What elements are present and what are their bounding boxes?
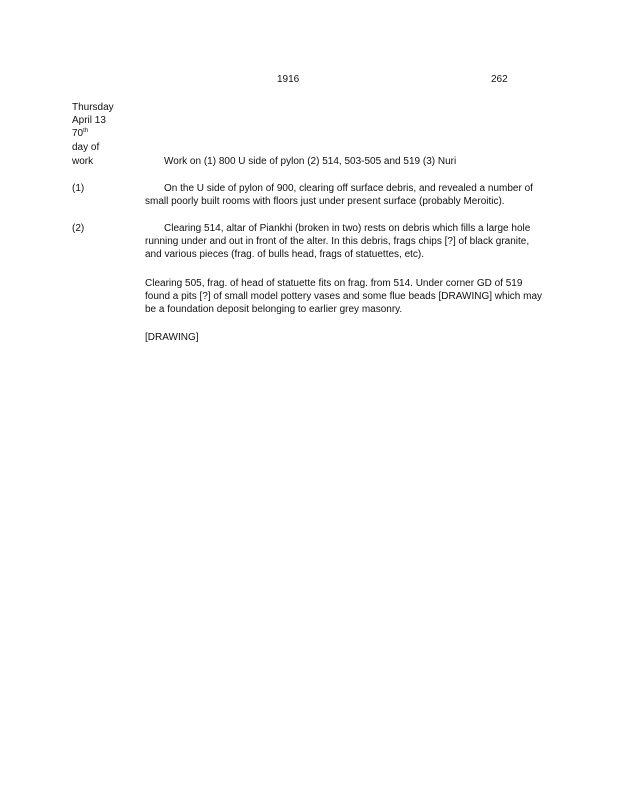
margin-work: work bbox=[72, 156, 94, 167]
entry-text-2: Clearing 514, altar of Piankhi (broken in two) rests on debris which fills a large hole running under and out in front of the alter. In this debris, frags chips [?] of black granite, and various pieces (frag. of bulls head, frags of statuettes, etc). bbox=[145, 223, 531, 260]
margin-day-of: day of bbox=[72, 142, 100, 153]
margin-weekday: Thursday bbox=[72, 102, 114, 113]
work-summary: Work on (1) 800 U side of pylon (2) 514, 503-505 and 519 (3) Nuri bbox=[164, 156, 457, 167]
margin-date: April 13 bbox=[72, 115, 106, 126]
margin-day-count: 70th bbox=[72, 128, 89, 139]
drawing-placeholder: [DRAWING] bbox=[145, 332, 199, 343]
entry-marker-1: (1) bbox=[72, 183, 85, 194]
year-heading: 1916 bbox=[277, 74, 300, 85]
entry-text-1: On the U side of pylon of 900, clearing off surface debris, and revealed a number of small poorly built rooms with floors just under present surface (probably Meroitic). bbox=[145, 183, 533, 207]
paragraph-clearing-505: Clearing 505, frag. of head of statuette fits on frag. from 514. Under corner GD of 519 found a pits [?] of small model pottery vases and some flue beads [DRAWING] which may be a foundation deposit belonging to earlier grey masonry. bbox=[145, 278, 543, 315]
entry-marker-2: (2) bbox=[72, 223, 85, 234]
page-number: 262 bbox=[491, 74, 508, 85]
